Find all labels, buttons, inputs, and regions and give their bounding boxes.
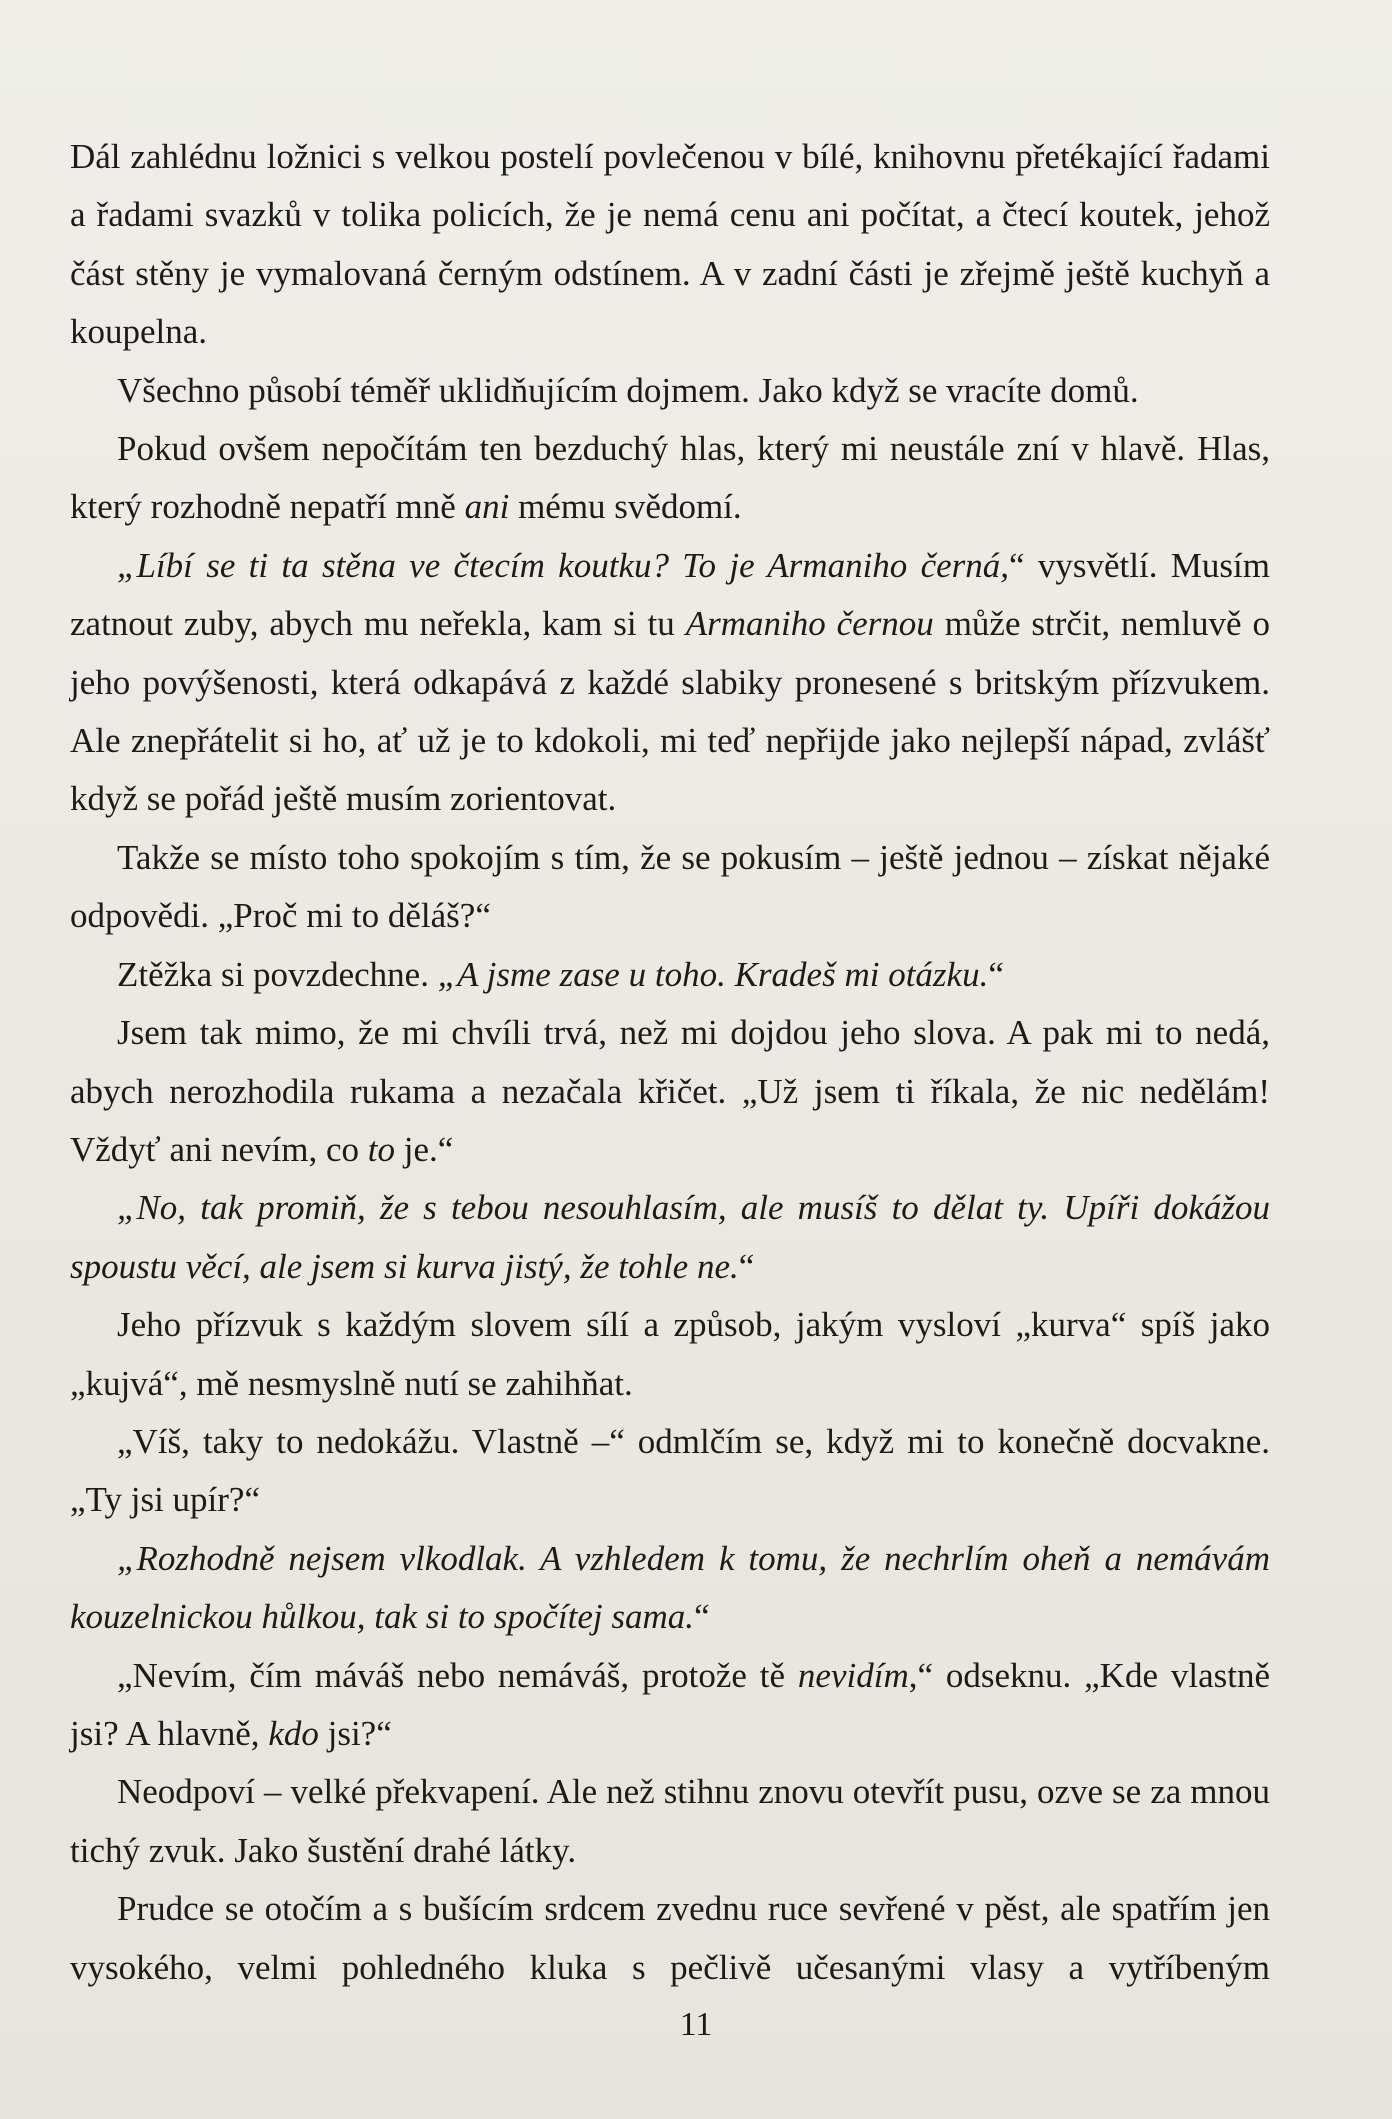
italic-text: „No, tak promiň, že s tebou nesouhlasím, ale musíš to dělat ty. Upíři dokážou spoustu věcí, ale jsem si kurva jistý, že tohle ne.: [70, 1188, 1270, 1286]
text-span: Jeho přízvuk s každým slovem sílí a způsob, jakým vysloví „kurva“ spíš jako „kujvá“, mě nesmyslně nutí se zahihňat.: [70, 1305, 1270, 1403]
paragraph: [70, 362, 1270, 420]
text-span: Všechno působí téměř uklidňujícím dojmem. Jako když se vracíte domů.: [117, 370, 1139, 410]
text-span: mému svědomí.: [509, 487, 742, 527]
paragraph: [70, 1179, 1270, 1296]
text-span: Jsem tak mimo, že mi chvíli trvá, než mi dojdou jeho slova. A pak mi to nedá, abych nerozhodila rukama a nezačala křičet. „Už jsem ti říkala, že nic nedělám! Vždyť ani nevím, co: [70, 1013, 1270, 1169]
body-text: [70, 128, 1270, 1997]
text-span: “: [694, 1597, 710, 1637]
italic-text: „Rozhodně nejsem vlkodlak. A vzhledem k tomu, že nechrlím oheň a nemávám kouzelnickou hůlkou, tak si to spočítej sama.: [70, 1538, 1270, 1637]
paragraph: [70, 128, 1270, 362]
paragraph: [70, 829, 1270, 946]
italic-text: ani: [464, 487, 510, 527]
text-span: Takže se místo toho spokojím s tím, že se pokusím – ještě jednou – získat nějaké odpovědi. „Proč mi to děláš?“: [70, 837, 1270, 936]
text-span: „Nevím, čím máváš nebo nemáváš, protože tě: [117, 1655, 798, 1695]
text-span: “: [738, 1246, 755, 1286]
paragraph: [70, 537, 1270, 829]
italic-text: „Líbí se ti ta stěna ve čtecím koutku? To je Armaniho černá,: [117, 545, 1010, 585]
paragraph: [70, 1763, 1270, 1880]
italic-text: nevidím: [797, 1655, 909, 1695]
text-span: jsi?“: [318, 1713, 392, 1753]
text-span: Ztěžka si povzdechne.: [117, 954, 438, 994]
text-span: je.“: [395, 1129, 454, 1169]
text-span: Neodpoví – velké překvapení. Ale než stihnu znovu otevřít pusu, ozve se za mnou tichý zvuk. Jako šustění drahé látky.: [70, 1772, 1270, 1870]
paragraph: [70, 946, 1270, 1004]
italic-text: kdo: [268, 1713, 319, 1753]
text-span: “ vysvětlí. Musím zatnout zuby, abych mu neřekla, kam si tu: [70, 545, 1270, 644]
text-span: ,“ odseknu. „Kde vlastně jsi? A hlavně,: [70, 1655, 1270, 1753]
text-span: “: [988, 954, 1004, 994]
text-span: „Víš, taky to nedokážu. Vlastně –“ odmlčím se, když mi to konečně docvakne. „Ty jsi upír?“: [70, 1421, 1270, 1520]
text-span: Dál zahlédnu ložnici s velkou postelí povlečenou v bílé, knihovnu přetékající řadami a řadami svazků v tolika policích, že je nemá cenu ani počítat, a čtecí koutek, jehož část stěny je vymalovaná černým odstínem. A v zadní části je zřejmě ještě kuchyň a koupelna.: [70, 137, 1270, 352]
paragraph: [70, 1296, 1270, 1413]
paragraph: [70, 1647, 1270, 1764]
paragraph: [70, 1004, 1270, 1179]
italic-text: „A jsme zase u toho. Kradeš mi otázku.: [437, 954, 989, 994]
paragraph: [70, 1413, 1270, 1530]
text-span: může strčit, nemluvě o jeho povýšenosti, která odkapává z každé slabiky pronesené s britským přízvukem. Ale znepřátelit si ho, ať už je to kdokoli, mi teď nepřijde jako nejlepší nápad, zvlášť když se pořád ještě musím zorientovat.: [70, 604, 1270, 819]
text-span: Pokud ovšem nepočítám ten bezduchý hlas, který mi neustále zní v hlavě. Hlas, který rozhodně nepatří mně: [70, 429, 1270, 527]
paragraph: [70, 1880, 1270, 1997]
paragraph: [70, 420, 1270, 537]
italic-text: Armaniho černou: [685, 604, 934, 644]
page-number: 11: [679, 2006, 713, 2043]
text-span: Prudce se otočím a s bušícím srdcem zvednu ruce sevřené v pěst, ale spatřím jen vysokého, velmi pohledného kluka s pečlivě učesanými vlasy a vytříbeným: [70, 1889, 1270, 1987]
italic-text: to: [367, 1129, 396, 1169]
paragraph: [70, 1530, 1270, 1647]
